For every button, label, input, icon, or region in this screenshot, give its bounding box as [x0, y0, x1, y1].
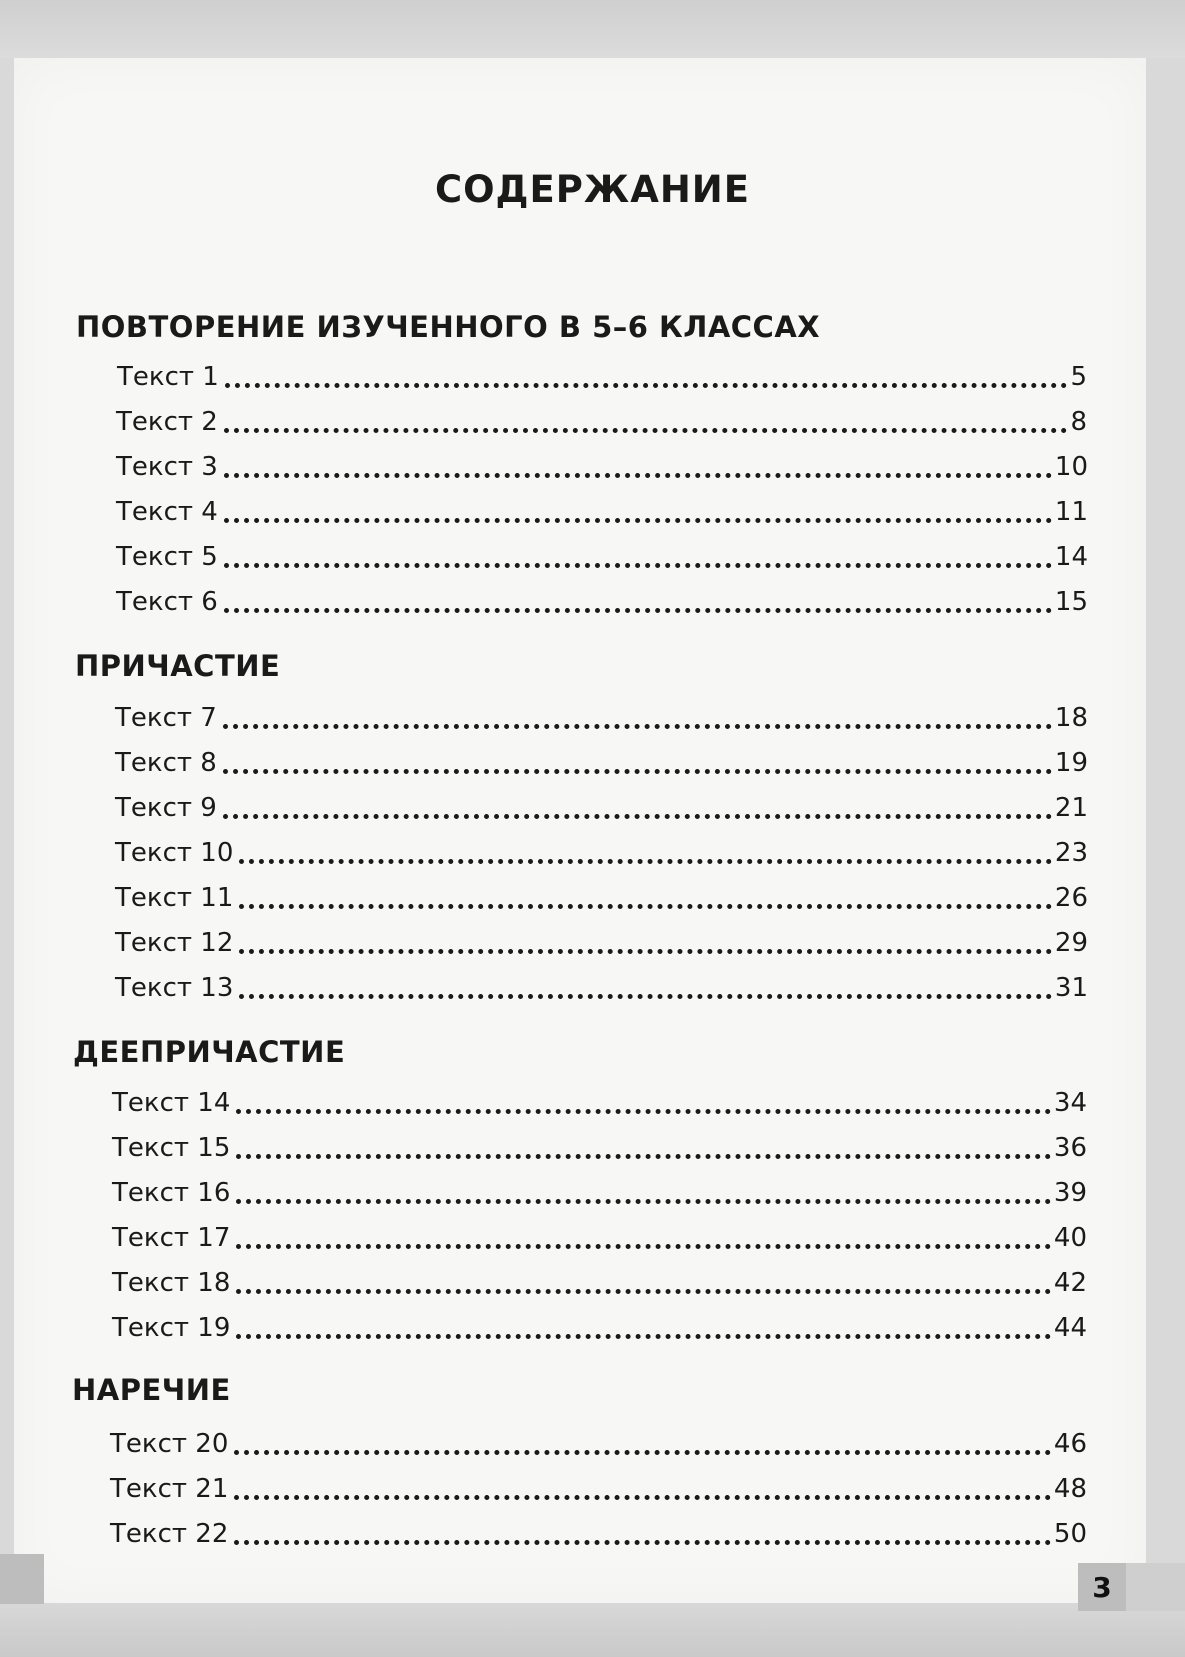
toc-entry-label: Текст 5: [116, 542, 218, 572]
leader-dots: [224, 473, 1052, 478]
corner-block: [0, 1554, 44, 1604]
scan-edge-top: [0, 0, 1185, 58]
toc-entry[interactable]: [115, 787, 1088, 823]
toc-entry[interactable]: [112, 1127, 1087, 1163]
toc-entry-label: Текст 3: [116, 452, 218, 482]
toc-entry[interactable]: [116, 401, 1087, 437]
leader-dots: [234, 1450, 1051, 1455]
page-title: СОДЕРЖАНИЕ: [434, 168, 751, 211]
toc-entry[interactable]: [116, 536, 1088, 572]
toc-entry-page: 11: [1054, 497, 1088, 527]
toc-entry-label: Текст 8: [115, 748, 217, 778]
section-heading-adverb: НАРЕЧИЕ: [72, 1373, 231, 1407]
toc-entry-page: 46: [1053, 1429, 1087, 1459]
document-page: [14, 58, 1146, 1603]
leader-dots: [225, 383, 1068, 388]
leader-dots: [239, 949, 1052, 954]
toc-entry[interactable]: [116, 491, 1088, 527]
leader-dots: [236, 1109, 1051, 1114]
section-heading-repetition: ПОВТОРЕНИЕ ИЗУЧЕННОГО В 5–6 КЛАССАХ: [76, 310, 821, 344]
leader-dots: [239, 904, 1052, 909]
toc-entry[interactable]: [112, 1217, 1087, 1253]
toc-entry[interactable]: [115, 697, 1088, 733]
toc-entry-label: Текст 13: [115, 973, 234, 1003]
toc-entry[interactable]: [110, 1423, 1087, 1459]
toc-entry-label: Текст 16: [112, 1178, 231, 1208]
toc-entry-label: Текст 22: [110, 1519, 229, 1549]
toc-entry-page: 15: [1054, 587, 1088, 617]
toc-entry-page: 10: [1054, 452, 1088, 482]
leader-dots: [236, 1154, 1051, 1159]
toc-entry-label: Текст 7: [115, 703, 217, 733]
toc-entry[interactable]: [117, 356, 1087, 392]
toc-entry-label: Текст 18: [112, 1268, 231, 1298]
toc-entry[interactable]: [116, 446, 1088, 482]
toc-entry-page: 42: [1053, 1268, 1087, 1298]
leader-dots: [239, 994, 1052, 999]
toc-entry-page: 48: [1053, 1474, 1087, 1504]
toc-entry-page: 19: [1054, 748, 1088, 778]
toc-entry[interactable]: [115, 877, 1088, 913]
leader-dots: [223, 769, 1052, 774]
toc-entry-page: 31: [1054, 973, 1088, 1003]
toc-entry-page: 5: [1070, 362, 1087, 392]
toc-entry-label: Текст 9: [115, 793, 217, 823]
toc-entry-label: Текст 10: [115, 838, 234, 868]
toc-entry-label: Текст 4: [116, 497, 218, 527]
leader-dots: [224, 428, 1068, 433]
toc-entry-label: Текст 14: [112, 1088, 231, 1118]
scan-edge-bottom: [0, 1603, 1185, 1657]
toc-entry-label: Текст 17: [112, 1223, 231, 1253]
toc-entry[interactable]: [115, 742, 1088, 778]
toc-entry[interactable]: [112, 1307, 1087, 1343]
leader-dots: [239, 859, 1052, 864]
leader-dots: [236, 1334, 1051, 1339]
toc-entry[interactable]: [110, 1513, 1087, 1549]
toc-entry-label: Текст 6: [116, 587, 218, 617]
leader-dots: [236, 1289, 1051, 1294]
toc-entry-page: 40: [1053, 1223, 1087, 1253]
leader-dots: [236, 1244, 1051, 1249]
toc-entry-label: Текст 12: [115, 928, 234, 958]
leader-dots: [224, 518, 1052, 523]
toc-entry[interactable]: [112, 1262, 1087, 1298]
toc-entry[interactable]: [115, 967, 1088, 1003]
toc-entry-page: 29: [1054, 928, 1088, 958]
toc-entry-page: 18: [1054, 703, 1088, 733]
section-heading-participle: ПРИЧАСТИЕ: [75, 649, 281, 683]
toc-entry-page: 26: [1054, 883, 1088, 913]
leader-dots: [223, 724, 1052, 729]
leader-dots: [236, 1199, 1051, 1204]
toc-entry-label: Текст 1: [117, 362, 219, 392]
toc-entry[interactable]: [112, 1082, 1087, 1118]
toc-entry[interactable]: [116, 581, 1088, 617]
toc-entry-page: 44: [1053, 1313, 1087, 1343]
toc-entry-page: 8: [1070, 407, 1087, 437]
page-number-tab: [1126, 1563, 1185, 1611]
page-number: 3: [1078, 1563, 1126, 1611]
leader-dots: [224, 608, 1052, 613]
section-heading-adverbial-participle: ДЕЕПРИЧАСТИЕ: [73, 1035, 346, 1069]
toc-entry-page: 39: [1053, 1178, 1087, 1208]
toc-entry-page: 50: [1053, 1519, 1087, 1549]
toc-entry-page: 36: [1053, 1133, 1087, 1163]
leader-dots: [224, 563, 1052, 568]
toc-entry[interactable]: [115, 832, 1088, 868]
toc-entry-label: Текст 20: [110, 1429, 229, 1459]
toc-entry[interactable]: [110, 1468, 1087, 1504]
leader-dots: [223, 814, 1052, 819]
toc-entry-label: Текст 2: [116, 407, 218, 437]
toc-entry-label: Текст 11: [115, 883, 234, 913]
toc-entry-page: 23: [1054, 838, 1088, 868]
toc-entry-label: Текст 19: [112, 1313, 231, 1343]
leader-dots: [234, 1495, 1051, 1500]
toc-entry[interactable]: [115, 922, 1088, 958]
toc-entry[interactable]: [112, 1172, 1087, 1208]
leader-dots: [234, 1540, 1051, 1545]
toc-entry-page: 34: [1053, 1088, 1087, 1118]
toc-entry-label: Текст 21: [110, 1474, 229, 1504]
toc-entry-page: 21: [1054, 793, 1088, 823]
toc-entry-label: Текст 15: [112, 1133, 231, 1163]
toc-entry-page: 14: [1054, 542, 1088, 572]
